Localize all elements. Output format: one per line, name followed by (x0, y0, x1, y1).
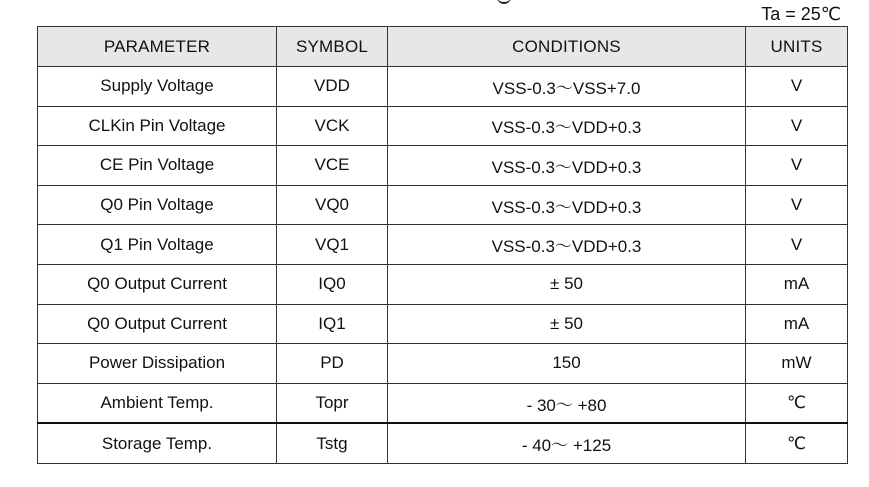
table-row (38, 67, 848, 107)
cell-units: mA (746, 304, 848, 344)
header-conditions: CONDITIONS (388, 27, 746, 67)
cell-units: V (746, 185, 848, 225)
cell-symbol: VQ1 (277, 225, 388, 265)
cell-conditions: - 40～ +125 (388, 423, 746, 463)
cell-units: mA (746, 264, 848, 304)
clipped-heading-fragment (497, 0, 511, 4)
cell-units: V (746, 146, 848, 186)
table-header (38, 27, 848, 67)
ambient-condition-note: Ta = 25℃ (761, 4, 841, 24)
cell-units: ℃ (746, 423, 848, 463)
table-row (38, 106, 848, 146)
cell-units: V (746, 225, 848, 265)
cell-parameter: Supply Voltage (38, 67, 277, 107)
absolute-max-ratings-table (37, 26, 848, 464)
cell-units: V (746, 67, 848, 107)
header-parameter: PARAMETER (38, 27, 277, 67)
table-row (38, 185, 848, 225)
cell-parameter: Power Dissipation (38, 344, 277, 384)
cell-conditions: - 30～ +80 (388, 383, 746, 423)
cell-parameter: Storage Temp. (38, 423, 277, 463)
cell-symbol: IQ1 (277, 304, 388, 344)
cell-symbol: VQ0 (277, 185, 388, 225)
cell-units: ℃ (746, 383, 848, 423)
cell-conditions: ± 50 (388, 264, 746, 304)
cell-units: V (746, 106, 848, 146)
cell-symbol: VDD (277, 67, 388, 107)
cell-parameter: Ambient Temp. (38, 383, 277, 423)
cell-conditions: VSS-0.3～VDD+0.3 (388, 185, 746, 225)
table-row (38, 423, 848, 463)
cell-units: mW (746, 344, 848, 384)
cell-parameter: Q0 Output Current (38, 264, 277, 304)
header-symbol: SYMBOL (277, 27, 388, 67)
cell-conditions: 150 (388, 344, 746, 384)
table-row (38, 146, 848, 186)
cell-conditions: VSS-0.3～VSS+7.0 (388, 67, 746, 107)
table-row (38, 264, 848, 304)
cell-conditions: VSS-0.3～VDD+0.3 (388, 146, 746, 186)
cell-symbol: VCK (277, 106, 388, 146)
cell-symbol: VCE (277, 146, 388, 186)
cell-parameter: Q1 Pin Voltage (38, 225, 277, 265)
cell-conditions: VSS-0.3～VDD+0.3 (388, 106, 746, 146)
header-row (38, 27, 848, 67)
cell-parameter: Q0 Output Current (38, 304, 277, 344)
cell-symbol: PD (277, 344, 388, 384)
table-body (38, 67, 848, 464)
cell-symbol: IQ0 (277, 264, 388, 304)
cell-symbol: Tstg (277, 423, 388, 463)
table-row (38, 344, 848, 384)
cell-symbol: Topr (277, 383, 388, 423)
cell-conditions: VSS-0.3～VDD+0.3 (388, 225, 746, 265)
header-units: UNITS (746, 27, 848, 67)
cell-parameter: Q0 Pin Voltage (38, 185, 277, 225)
table-row (38, 304, 848, 344)
cell-conditions: ± 50 (388, 304, 746, 344)
cell-parameter: CE Pin Voltage (38, 146, 277, 186)
cell-parameter: CLKin Pin Voltage (38, 106, 277, 146)
table-row (38, 225, 848, 265)
table-row (38, 383, 848, 423)
